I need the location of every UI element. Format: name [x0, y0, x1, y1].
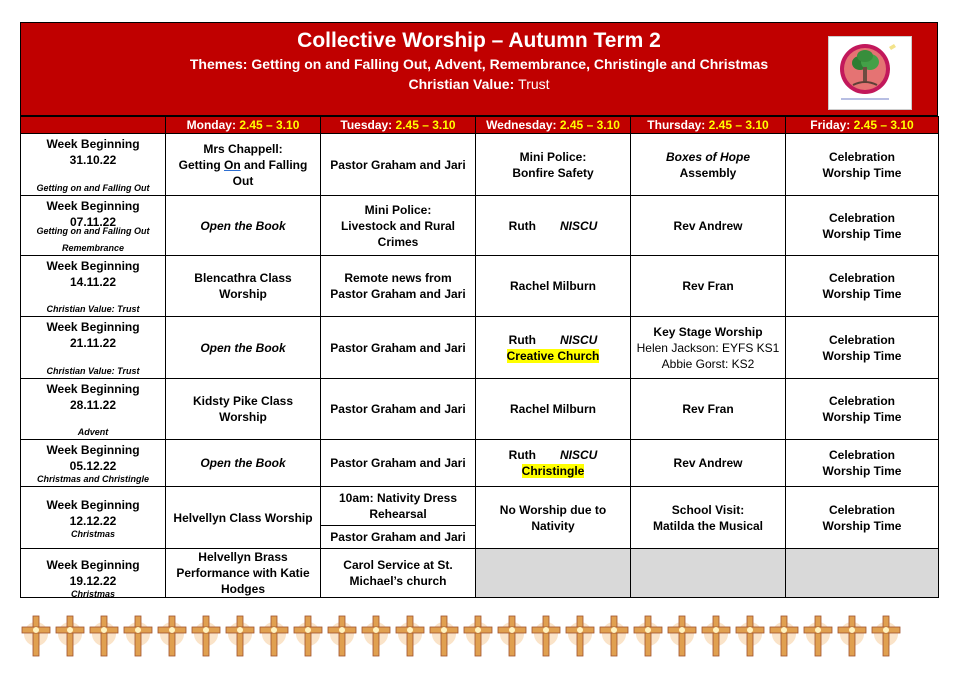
table-row: [21, 549, 939, 598]
wednesday-cell: Ruth NISCU Creative Church: [476, 317, 631, 379]
week-cell: [21, 317, 166, 379]
week-heading: Week Beginning 28.11.22: [46, 382, 140, 412]
week-heading: Week Beginning 19.12.22 Christmas: [21, 557, 165, 600]
christian-value-line: [21, 76, 937, 92]
cross-icon: [328, 616, 356, 656]
cross-icon: [430, 616, 458, 656]
cross-icon: [158, 616, 186, 656]
cross-icon: [22, 616, 50, 656]
week-cell: [21, 134, 166, 196]
week-cell: [21, 487, 166, 549]
week-theme: Getting on and Falling Out: [36, 183, 150, 193]
day-header-row: [21, 117, 939, 134]
monday-cell: Helvellyn Class Worship: [166, 487, 321, 549]
day-header-friday: Friday: 2.45 – 3.10: [786, 117, 939, 134]
cross-icon: [838, 616, 866, 656]
week-theme: Getting on and Falling Out: [36, 226, 150, 236]
cross-border: [20, 612, 920, 660]
corner-cell: [21, 117, 166, 134]
cross-icon: [362, 616, 390, 656]
wednesday-cell: No Worship due to Nativity: [476, 487, 631, 549]
table-row: [21, 256, 939, 317]
day-header-monday: Monday: 2.45 – 3.10: [166, 117, 321, 134]
tuesday-cell: Pastor Graham and Jari: [321, 440, 476, 487]
week-heading: Week Beginning 21.11.22: [46, 320, 140, 350]
cross-icon: [634, 616, 662, 656]
week-theme: Christian Value: Trust: [46, 304, 140, 314]
highlight-label: Christingle: [521, 464, 585, 478]
table-row: [21, 134, 939, 196]
empty-cell: [631, 549, 786, 598]
day-header-wednesday: Wednesday: 2.45 – 3.10: [476, 117, 631, 134]
cross-icon: [872, 616, 900, 656]
week-theme-2: Remembrance: [61, 243, 125, 253]
week-theme: Christmas: [70, 589, 115, 599]
week-heading: Week Beginning 14.11.22: [46, 259, 140, 289]
week-heading: Week Beginning 31.10.22: [46, 137, 140, 167]
thursday-cell: Boxes of Hope Assembly: [631, 134, 786, 196]
day-header-tuesday: Tuesday: 2.45 – 3.10: [321, 117, 476, 134]
week-theme: Advent: [77, 427, 109, 437]
wednesday-cell: Ruth NISCU: [476, 196, 631, 256]
table-row: [21, 379, 939, 440]
friday-cell: Celebration Worship Time: [786, 196, 939, 256]
week-heading: Week Beginning 05.12.22: [46, 443, 140, 473]
monday-cell: Open the Book: [166, 196, 321, 256]
friday-cell: Celebration Worship Time: [786, 134, 939, 196]
wednesday-cell: Rachel Milburn: [476, 256, 631, 317]
empty-cell: [786, 549, 939, 598]
cross-icon: [56, 616, 84, 656]
monday-cell: Helvellyn Brass Performance with Katie Hodges: [166, 549, 321, 598]
table-row: [21, 196, 939, 256]
tuesday-cell: [321, 487, 476, 549]
cross-icon: [668, 616, 696, 656]
cross-icon: [260, 616, 288, 656]
table-row: [21, 487, 939, 549]
table-row: [21, 440, 939, 487]
cross-icon: [770, 616, 798, 656]
friday-cell: Celebration Worship Time: [786, 487, 939, 549]
value-text: Trust: [518, 76, 550, 92]
week-theme: Christmas and Christingle: [36, 474, 150, 484]
week-theme: Christian Value: Trust: [46, 366, 140, 376]
monday-cell: Open the Book: [166, 440, 321, 487]
friday-cell: Celebration Worship Time: [786, 256, 939, 317]
tuesday-subcell-am: 10am: Nativity Dress Rehearsal: [321, 487, 475, 526]
highlight-label: Creative Church: [506, 348, 600, 363]
week-cell: [21, 549, 166, 598]
friday-cell: Celebration Worship Time: [786, 440, 939, 487]
cross-icon: [90, 616, 118, 656]
cross-icon: [294, 616, 322, 656]
week-cell: [21, 256, 166, 317]
table-row: [21, 317, 939, 379]
thursday-cell: School Visit: Matilda the Musical: [631, 487, 786, 549]
monday-cell: Open the Book: [166, 317, 321, 379]
wednesday-cell: Mini Police: Bonfire Safety: [476, 134, 631, 196]
tuesday-cell: Pastor Graham and Jari: [321, 134, 476, 196]
cross-icon: [702, 616, 730, 656]
tuesday-subcell-pm: Pastor Graham and Jari: [330, 530, 466, 544]
day-header-thursday: Thursday: 2.45 – 3.10: [631, 117, 786, 134]
empty-cell: [476, 549, 631, 598]
cross-icon: [532, 616, 560, 656]
thursday-cell: Rev Fran: [631, 256, 786, 317]
worship-timetable: [20, 116, 939, 598]
friday-cell: Celebration Worship Time: [786, 317, 939, 379]
thursday-cell: Rev Andrew: [631, 440, 786, 487]
cross-icon: [600, 616, 628, 656]
week-cell: [21, 379, 166, 440]
week-cell: [21, 440, 166, 487]
week-heading: Week Beginning 12.12.22 Christmas: [21, 497, 165, 540]
tuesday-cell: Pastor Graham and Jari: [321, 317, 476, 379]
tuesday-cell: Carol Service at St. Michael’s church: [321, 549, 476, 598]
cross-icon: [804, 616, 832, 656]
friday-cell: Celebration Worship Time: [786, 379, 939, 440]
monday-cell: Mrs Chappell: Getting On and Falling Out: [166, 134, 321, 196]
week-theme: Christmas: [70, 529, 115, 539]
cross-icon: [192, 616, 220, 656]
cross-icon: [464, 616, 492, 656]
cross-icon: [498, 616, 526, 656]
thursday-cell: Key Stage Worship Helen Jackson: EYFS KS1 Abbie Gorst: KS2: [631, 317, 786, 379]
monday-cell: Blencathra Class Worship: [166, 256, 321, 317]
week-heading: Week Beginning 07.11.22: [46, 199, 140, 229]
page-header: [20, 22, 938, 116]
wednesday-cell: Rachel Milburn: [476, 379, 631, 440]
cross-icon: [124, 616, 152, 656]
tuesday-cell: Remote news from Pastor Graham and Jari: [321, 256, 476, 317]
school-tree-logo-icon: [828, 36, 912, 110]
cross-icon: [396, 616, 424, 656]
week-cell: [21, 196, 166, 256]
tuesday-cell: Pastor Graham and Jari: [321, 379, 476, 440]
cross-icon: [226, 616, 254, 656]
cross-icon: [566, 616, 594, 656]
value-label: Christian Value:: [408, 76, 515, 92]
monday-cell: Kidsty Pike Class Worship: [166, 379, 321, 440]
thursday-cell: Rev Andrew: [631, 196, 786, 256]
tuesday-cell: Mini Police: Livestock and Rural Crimes: [321, 196, 476, 256]
page-title: Collective Worship – Autumn Term 2: [297, 29, 661, 52]
themes-line: Themes: Getting on and Falling Out, Advent, Remembrance, Christingle and Christmas: [189, 56, 769, 72]
cross-icon: [736, 616, 764, 656]
thursday-cell: Rev Fran: [631, 379, 786, 440]
wednesday-cell: Ruth NISCU Christingle: [476, 440, 631, 487]
